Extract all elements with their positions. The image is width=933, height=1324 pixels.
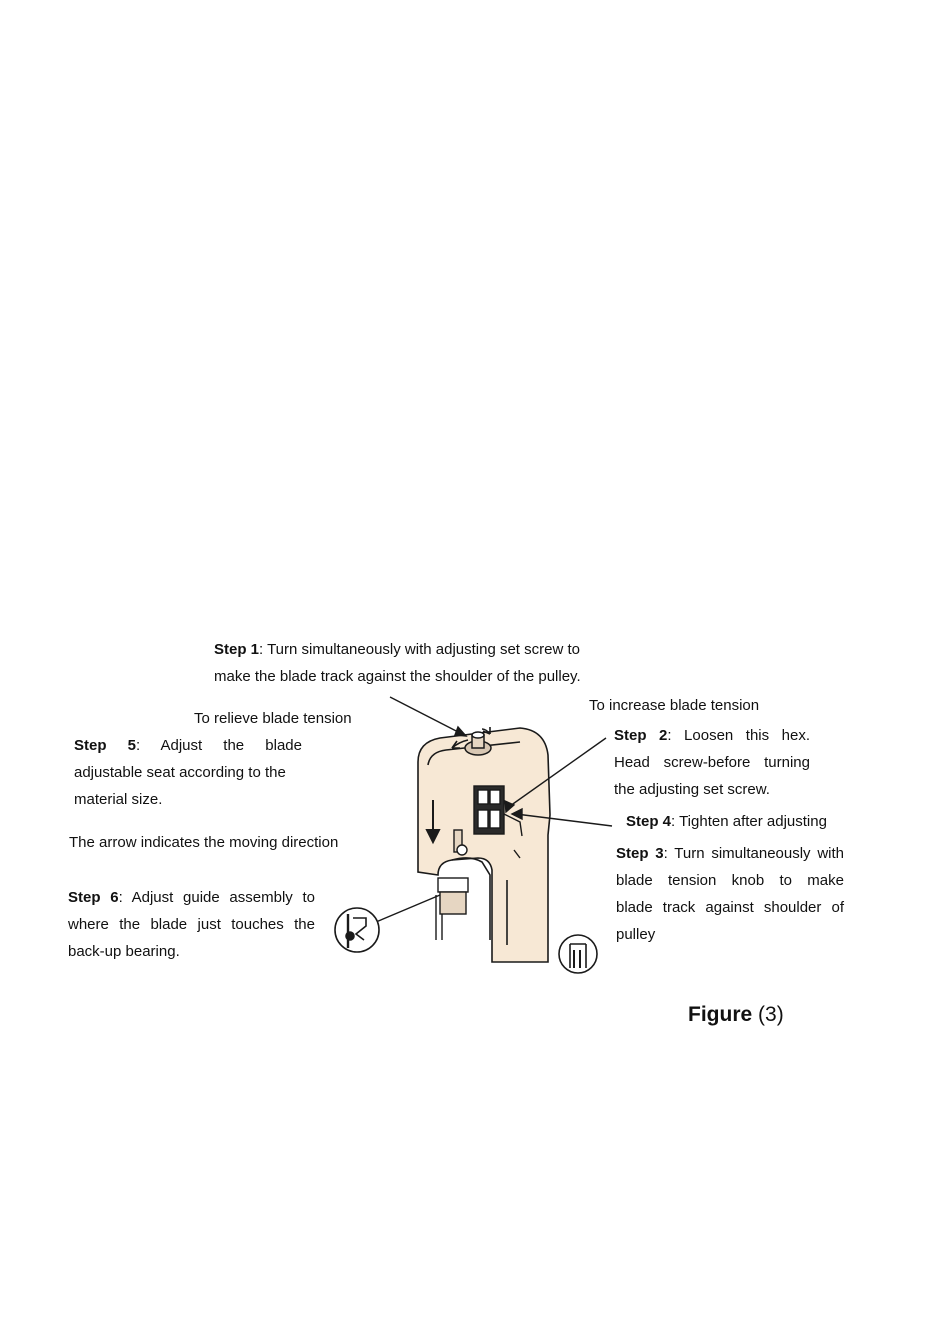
step5-number: 5 — [127, 737, 136, 754]
step2-label: Step 2 — [614, 727, 668, 744]
step5-line2: adjustable seat according to the — [74, 764, 286, 781]
step3-line4: pulley — [616, 926, 656, 943]
figure-caption — [688, 1000, 784, 1030]
increase-tension-label: To increase blade tension — [589, 697, 760, 714]
step5-label: Step — [74, 737, 107, 754]
step6-label: Step 6 — [68, 889, 119, 906]
step4-annotation — [626, 808, 827, 835]
step2-line3: the adjusting set screw. — [614, 781, 770, 798]
arrow-direction-note: The arrow indicates the moving direction — [69, 834, 339, 851]
step2-line1-rest: : Loosen this hex. — [667, 727, 811, 744]
guide-assembly-icon — [436, 878, 468, 940]
step2-line1 — [614, 722, 810, 749]
step6-line2: where the blade just touches the — [68, 916, 315, 933]
figure-caption-number: (3) — [758, 1003, 784, 1026]
step2-line2: Head screw-before turning — [614, 754, 810, 771]
step5-line1-rest: : Adjust the blade — [136, 737, 302, 754]
step3-line3: blade track against shoulder of — [616, 899, 844, 916]
step1-text-line2: make the blade track against the shoulder of the pulley. — [214, 668, 581, 685]
relieve-tension-label: To relieve blade tension — [194, 710, 352, 727]
bandsaw-upper-housing — [418, 728, 550, 962]
step2-annotation — [614, 722, 810, 803]
step6-annotation — [68, 884, 315, 965]
step4-label: Step 4 — [626, 813, 672, 830]
bearing-detail-inset-icon — [335, 908, 379, 952]
step4-text: : Tighten after adjusting — [671, 813, 827, 830]
step3-line1 — [616, 840, 844, 867]
hex-screw-block-icon — [474, 786, 504, 834]
step5-line3: material size. — [74, 791, 163, 808]
step1-annotation — [214, 636, 581, 690]
step5-line1 — [74, 732, 302, 759]
step3-label: Step 3 — [616, 845, 664, 862]
blade-track-detail-inset-icon — [559, 935, 597, 973]
step1-text-line1: : Turn simultaneously with adjusting set screw to — [259, 641, 580, 658]
step3-annotation — [616, 840, 844, 948]
step6-line1 — [68, 884, 315, 911]
step1-line1 — [214, 636, 581, 663]
step5-annotation — [74, 732, 302, 813]
figure-caption-word: Figure — [688, 1003, 753, 1026]
step3-line2: blade tension knob to make — [616, 872, 844, 889]
step3-line1-rest: : Turn simultaneously with — [663, 845, 845, 862]
step6-line1-rest: : Adjust guide assembly to — [118, 889, 316, 906]
step1-label: Step 1 — [214, 641, 260, 658]
step6-line3: back-up bearing. — [68, 943, 180, 960]
